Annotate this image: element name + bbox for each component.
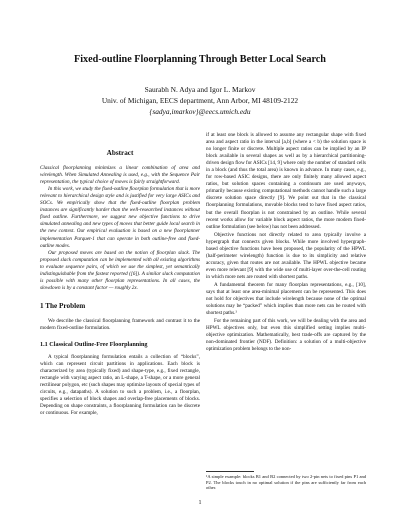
body-paragraph: if at least one block is allowed to assume any rectangular shape with fixed area and aspect ratio in the interval [a,b] (where a < b) the solution space is no longer finite or discrete. Multiple aspect ratios can be implied by an IP block available in several shapes as well as by a hierarchical partitioning-driven design flow for ASICs [14, 9] where only the number of standard cells in a block (and thus the total area) is known in advance. In many cases, e.g., for row-based ASIC designs, there are only finitely many allowed aspect ratios, but solution spaces containing a continuum are used anyways, primarily because existing computational methods cannot handle such a large discrete solution space directly [9]. We point out that in the classical floorplanning formulations, movable blocks tend to have fixed aspect ratios, but the overall floorplan is not constrained by an outline. While several recent works allow for variable block aspect ratios, the more modern fixed-outline formulation (see below) has not been addressed. <box>206 132 366 230</box>
footnote: ¹A simple example: blocks B1 and B2 connected by two 2-pin nets to fixed pins P1 and P2. The blocks touch in no optimal solution if the pins are sufficiently far from each other. <box>206 474 366 491</box>
body-paragraph: We describe the classical floorplanning framework and contrast it to the modern fixed-outline formulation. <box>40 317 200 331</box>
left-column <box>40 132 200 418</box>
right-column-body <box>206 132 366 353</box>
paper-affiliation: Univ. of Michigan, EECS department, Ann Arbor, MI 48109-2122 <box>101 96 299 105</box>
paper-title: Fixed-outline Floorplanning Through Better Local Search <box>74 54 326 65</box>
paper-email: {sadya,imarkov}@eecs.umich.edu <box>149 107 251 116</box>
section-intro <box>40 318 200 332</box>
abstract-body <box>40 165 200 292</box>
body-paragraph: Objective functions not directly related to area typically involve a hypergraph that connects given blocks. While more involved hypergraph-based objective functions have been proposed, the popularity of the HPWL (half-perimeter wirelength) function is due to its simplicity and relative accuracy, given that routes are not available. The HPWL objective became even more relevant [9] with the wide use of multi-layer over-the-cell routing in which more nets are routed with shortest paths. <box>206 231 366 280</box>
subsection-heading: 1.1 Classical Outline-Free Floorplanning <box>40 341 148 349</box>
body-paragraph: A fundamental theorem for many floorplan representations, e.g., [10], says that at least one area-minimal placement can be represented. This does not hold for objectives that include wirelength because none of the optimal solutions may be “packed” which implies than more nets can be routed with shortest paths.¹ <box>206 281 366 317</box>
section-heading: 1 The Problem <box>40 301 86 310</box>
page-number: 1 <box>198 500 202 506</box>
subsection-body <box>40 354 200 417</box>
body-paragraph: For the remaining part of this work, we will be dealing with the area and HPWL objectives only, but even this simplified setting implies multi-objective optimization. Mathematically, best trade-offs are captured by the non-dominated frontier (NDF). Definition: a solution of a multi-objective optimization problem belongs to the non- <box>206 318 366 353</box>
footnote-rule <box>206 471 254 472</box>
body-paragraph: A typical floorplanning formulation entails a collection of “blocks”, which can represent circuit partitions in applications. Each block is characterized by area (typically fixed) and shape-type, e.g., fixed rectangle, rectangle with varying aspect ratio, an L-shape, a T-shape, or a more general rectilinear polygon, etc (such shapes may optimize layouts of special types of circuits, e.g., datapaths). A solution to such a problem, i.e., a floorplan, specifies a selection of block shapes and overlap-free placements of blocks. Depending on shape constraints, a floorplanning formulation can be discrete or continuous. For example, <box>40 354 200 417</box>
paper-authors: Saurabh N. Adya and Igor L. Markov <box>144 85 256 94</box>
abstract-paragraph: Classical floorplanning minimizes a linear combination of area and wirelength. When Simulated Annealing is used, e.g., with the Sequence Pair representation, the typical choice of moves is fairly straightforward. <box>40 165 200 186</box>
right-column <box>206 132 366 353</box>
abstract-paragraph: Our proposed moves are based on the notion of floorplan slack. The proposed slack computation can be implemented with all existing algorithms to evaluate sequence pairs, of which we use the simplest, yet semantically indistinguishable from the fastest reported ([6]). A similar slack computation is possible with many other floorplan representations. In all cases, the slowdown is by a constant factor — roughly 2x. <box>40 249 200 291</box>
abstract-paragraph: In this work, we study the fixed-outline floorplan formulation that is more relevant to hierarchical design style and is justified for very large ASICs and SOCs. We empirically show that the fixed-outline floorplan problem instances are significantly harder than the well-researched instances without fixed outline. Furthermore, we suggest new objective functions to drive simulated annealing and new types of moves that better guide local search in the new context. Our empirical evaluation is based on a new floorplanner implementation Parquet-1 that can operate in both outline-free and fixed-outline modes. <box>40 186 200 249</box>
abstract-heading: Abstract <box>106 149 134 157</box>
